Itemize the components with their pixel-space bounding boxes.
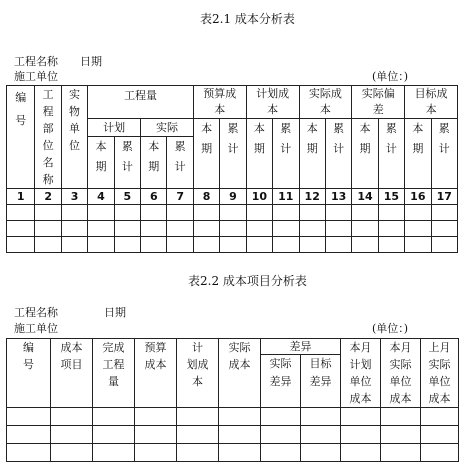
table1-unit-note: (单位：) [372, 70, 409, 83]
column-number: 7 [167, 189, 193, 205]
column-number: 1 [7, 189, 35, 205]
t2-header-actual-cost: 实际 成本 [219, 339, 261, 408]
header-plan: 计划 [88, 119, 141, 137]
header-budget-cost: 预算成 本 [193, 86, 246, 119]
table-row [7, 426, 459, 444]
table1-date-label: 日期 [80, 55, 102, 68]
cost-item-analysis-table [6, 338, 459, 462]
column-number: 3 [61, 189, 87, 205]
column-number: 17 [431, 189, 457, 205]
table-row [7, 444, 459, 462]
table1-caption: 表2.1 成本分析表 [200, 12, 295, 26]
t2-header-plan-cost: 计 划成 本 [177, 339, 219, 408]
column-number: 9 [220, 189, 246, 205]
column-number: 2 [35, 189, 61, 205]
header-plan-cumulative-qty: 累 计 [114, 137, 140, 189]
header-budget-this-period: 本 期 [193, 119, 219, 189]
column-number: 13 [325, 189, 351, 205]
column-number: 15 [378, 189, 404, 205]
header-actual-cumulative-qty: 累 计 [167, 137, 193, 189]
column-number: 8 [193, 189, 219, 205]
t2-header-month-actual-unit-cost: 本月 实际 单位 成本 [381, 339, 421, 408]
column-number-row [7, 189, 458, 205]
table2-project-name-label: 工程名称 [14, 306, 58, 319]
table-row [7, 221, 458, 237]
column-number: 16 [405, 189, 431, 205]
header-position-name: 工 程 部 位 名 称 [35, 86, 61, 189]
table2-unit-note: (单位：) [372, 322, 409, 335]
header-actual: 实际 [141, 119, 194, 137]
column-number: 12 [299, 189, 325, 205]
column-number: 4 [88, 189, 114, 205]
table-row [7, 205, 458, 221]
t2-header-budget-cost: 预算 成本 [135, 339, 177, 408]
table-row [7, 237, 458, 253]
header-target-this-period: 本 期 [405, 119, 431, 189]
t2-header-cost-item: 成本 项目 [51, 339, 93, 408]
table2-date-label: 日期 [104, 306, 126, 319]
header-number: 编 号 [7, 86, 35, 189]
header-deviation-cumulative: 累 计 [378, 119, 404, 189]
header-target-cumulative: 累 计 [431, 119, 457, 189]
header-actual-this-period: 本 期 [299, 119, 325, 189]
header-budget-cumulative: 累 计 [220, 119, 246, 189]
table1-project-name-label: 工程名称 [14, 55, 58, 68]
header-plan-this-period: 本 期 [246, 119, 272, 189]
header-actual-cumulative: 累 计 [325, 119, 351, 189]
table2-unit-label: 施工单位 [14, 322, 58, 335]
t2-header-number: 编 号 [7, 339, 51, 408]
t2-header-actual-difference: 实际 差异 [261, 355, 301, 408]
header-target-cost: 目标成 本 [405, 86, 458, 119]
table-row [7, 408, 459, 426]
t2-header-difference: 差异 [261, 339, 341, 355]
header-actual-cost: 实际成 本 [299, 86, 352, 119]
t2-header-target-difference: 目标 差异 [301, 355, 341, 408]
header-actual-deviation: 实际偏 差 [352, 86, 405, 119]
column-number: 14 [352, 189, 378, 205]
column-number: 10 [246, 189, 272, 205]
table1-unit-label: 施工单位 [14, 70, 58, 83]
header-plan-cost: 计划成 本 [246, 86, 299, 119]
header-actual-this-period-qty: 本 期 [141, 137, 167, 189]
column-number: 6 [141, 189, 167, 205]
t2-header-last-month-actual-unit-cost: 上月 实际 单位 成本 [421, 339, 459, 408]
header-plan-this-period-qty: 本 期 [88, 137, 114, 189]
t2-header-month-plan-unit-cost: 本月 计划 单位 成本 [341, 339, 381, 408]
column-number: 11 [273, 189, 299, 205]
t2-header-completed-quantity: 完成 工程 量 [93, 339, 135, 408]
header-deviation-this-period: 本 期 [352, 119, 378, 189]
header-work-quantity: 工程量 [88, 86, 194, 119]
cost-analysis-table [6, 85, 458, 253]
column-number: 5 [114, 189, 140, 205]
table2-caption: 表2.2 成本项目分析表 [188, 274, 307, 288]
header-plan-cumulative: 累 计 [273, 119, 299, 189]
header-quantity-unit: 实 物 单 位 [61, 86, 87, 189]
